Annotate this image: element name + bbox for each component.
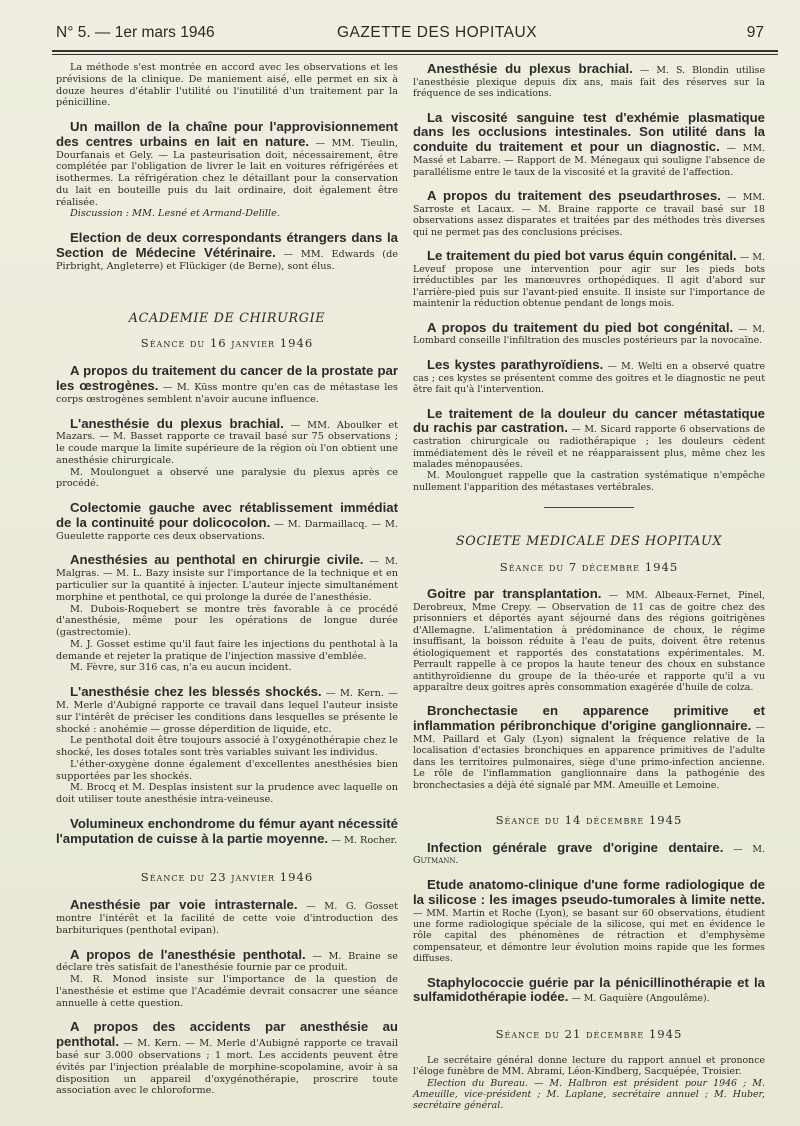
article [413,704,765,791]
article-title: L'anesthésie chez les blessés shockés. [70,684,322,700]
article-body: — MM. Martin et Roche (Lyon), se basant sur 60 observations, étudient une forme radiologique spéciale de la silicose, qui met en évidence le rôle capital des phénomènes de rétraction et d'emphysème compensateur, et démontre leur évolution moins rapide que les formes diffuses. [413,907,765,965]
section-heading: ACADEMIE DE CHIRURGIE [128,310,326,326]
journal-title: GAZETTE DES HOPITAUX [337,24,538,41]
article-title: A propos du traitement des pseudarthroses. [427,187,721,203]
page-number: 97 [746,24,764,41]
article-body: M. Brocq et M. Desplas insistent sur la prudence avec laquelle on doit utiliser toute anesthésie intra-veineuse. [56,782,398,806]
article [413,62,765,100]
article-body: — M. Welti en a observé quatre cas ; ces kystes se présentent comme des goitres et le diagnostic ne peut être fait qu'à l'intervention. [413,360,765,396]
article [413,878,765,965]
article-body: — M. Gutmann. [413,843,765,867]
article [56,364,398,405]
article-title: Bronchectasie en apparence primitive et inflammation péribronchique d'origine ganglionnaire. [413,703,765,734]
article-body: M. J. Gosset estime qu'il faut faire les injections du penthotal à la demande et rejeter la pratique de l'injection massive d'emblée. [56,638,398,662]
article-title: Anesthésie du plexus brachial. [427,61,633,76]
article-title: Staphylococcie guérie par la pénicillinothérapie et la sulfamidothérapie iodée. [413,974,765,1005]
seance-date: Séance du 21 décembre 1945 [495,1027,683,1042]
article-authors: — MM. Tieulin, Dourfanais et Gely. [56,137,398,161]
article-body: Le penthotal doit être toujours associé à l'oxygénothérapie chez le shocké, les doses totales sont très variables suivant les individus. [56,735,398,759]
article-body: — M. Kern. — M. Merle d'Aubigné rapporte ce travail basé sur 3.000 observations ; 1 mort. Les accidents peuvent être évités par l'injection préalable de morphine-scopolamine, avoir à sa disposition un appareil d'oxygénothérapie, proscrire toute association avec le chloroforme. [56,1038,398,1097]
article-body: — MM. Albeaux-Fernet, Pinel, Derobreux, Mme Crepy. — Observation de 11 cas de goitre chez des prisonniers et déportés ayant séjourné dans des régions goitrigènes d'Allemagne. L'alimentation à prédominance de choux, le régime insuffisant, la boisson réduite à l'eau de puits, doivent être retenus étiologiquement et rapportés des constatations expérimentales. M. Perrault rappelle à ce propos la haute teneur des choux en substance antithyroïdienne du groupe de la théo-urée et rapporte qu'il a vu apparaître deux goitres après consommation exagérée d'huile de colza. [413,590,765,694]
article [413,976,765,1006]
article [413,111,765,178]
article-body: — M. Lombard conseille l'infiltration des muscles postérieurs par la novocaïne. [413,323,765,347]
article [413,587,765,693]
article-body: — M. Darmaillacq. — M. Gueulette rapporte ces deux observations. [56,518,398,542]
page-header [52,20,782,50]
header-rule [52,50,778,52]
article [56,685,398,735]
article [413,358,765,396]
article [56,898,398,936]
article-discussion [56,208,398,220]
article [56,120,398,208]
article-title: A propos de l'anesthésie penthotal. [70,946,306,962]
article-title: Goitre par transplantation. [427,586,602,602]
article-body: — M. Leveuf propose une intervention pour agir sur les pieds bots irréductibles par les manœuvres orthopédiques. Il agit d'abord sur l'arrière-pied puis sur l'avant-pied ensuite. Il insiste sur l'importance de maintenir la réduction obtenue pendant de longs mois. [413,252,765,310]
article [413,321,765,347]
article [56,553,398,603]
section-heading: SOCIETE MEDICALE DES HOPITAUX [455,534,723,550]
article-body: — M. Kern. — M. Merle d'Aubigné rapporte ce travail dans lequel l'auteur insiste sur l'intérêt de préciser les conditions dans lesquelles se présente le shocké : anohémie — grosse déperdition de liquide, etc. [56,688,398,735]
article-body: — MM. Edwards (de Pirbright, Angleterre) et Flückiger (de Berne), sont élus. [56,249,398,272]
article [56,948,398,975]
article-body: — MM. Aboulker et Mazars. — M. Basset rapporte ce travail basé sur 75 observations ; le coude marque la limite supérieure de la région où l'on obtient une anesthésie chirurgicale. [56,419,398,466]
article-title: Le traitement de la douleur du cancer métastatique du rachis par castration. [413,405,765,436]
article-body: L'éther-oxygène donne également d'excellentes anesthésies bien supportées par les shockés. [56,758,398,782]
article-body: Le secrétaire général donne lecture du rapport annuel et prononce l'éloge funèbre de MM. Abrami, Léon-Kindberg, Sacquépée, Troisier. [413,1054,765,1078]
article [56,817,398,847]
article-title: A propos du traitement du cancer de la prostate par les œstrogènes. [56,363,398,393]
header-rule-thin [52,54,778,55]
article-body: — M. G. Gosset montre l'intérêt et la facilité de cette voie d'introduction des barbituriques (penthotal evipan). [56,901,398,936]
right-column [413,62,765,1112]
article-body: — M. S. Blondin utilise l'anesthésie plexique depuis dix ans, mais fait des réserves sur la fréquence de ses indications. [413,65,765,100]
article-body: — M. Rocher. [328,834,398,846]
election-text: Election du Bureau. — M. Halbron est président pour 1946 ; M. Ameuille, vice-président ; M. Laplane, secrétaire annuel ; M. Huber, secrétaire général. [413,1077,765,1112]
article [56,501,398,542]
article-body: — M. Küss montre qu'en cas de métastase les corps œstrogènes semblent n'avoir aucune influence. [56,381,398,405]
article-title: Volumineux enchondrome du fémur ayant nécessité l'amputation de cuisse à la partie moyenne. [56,815,398,846]
article [413,189,765,238]
article-title: Un maillon de la chaîne pour l'approvisionnement des centres urbains en lait en nature. [56,119,398,149]
article-body: — La pasteurisation doit, nécessairement, être complétée par l'obligation de livrer le lait en voitures réfrigérées et isothermes. La réfrigération chez le détaillant pour la conservation du lait en bouteille puis du lait ordinaire, doit également être réalisée. [56,149,398,208]
article-body: — M. Sicard rapporte 6 observations de castration chirurgicale ou radiothérapique ; les douleurs cèdent immédiatement dès le réveil et ne réapparaissent plus, même chez les malades ménopausées. [413,424,766,470]
article-title: A propos du traitement du pied bot congénital. [427,319,734,335]
article-body: M. Dubois-Roquebert se montre très favorable à ce procédé d'anesthésie, même pour les opérations de longue durée (gastrectomie). [56,603,398,639]
article-body: — M. Braine se déclare très satisfait de l'anesthésie fournie par ce produit. [56,950,398,974]
article-body: — MM. Paillard et Galy (Lyon) signalent la fréquence relative de la localisation d'ectasies bronchiques en apparence primitives de l'adulte dans les territoires pulmonaires, siège d'une primo-infection ancienne. Le rôle de l'inflammation ganglionnaire dans la pathogénie des bronchectasies a déjà été signalé par MM. Ameuille et Lemoine. [413,722,765,791]
article-title: Colectomie gauche avec rétablissement immédiat de la continuité pour dolicocolon. [56,500,398,530]
issue-info: N° 5. — 1er mars 1946 [56,24,215,41]
section-divider [544,507,634,508]
article-title: Election de deux correspondants étrangers dans la Section de Médecine Vétérinaire. [56,230,398,261]
left-column [56,62,398,1097]
article-body: La méthode s'est montrée en accord avec les observations et les prévisions de la clinique. De maniement aisé, elle permet en six à douze heures d'établir l'utilité ou l'inutilité d'un traitement par la pénicilline. [56,62,398,109]
article [413,841,765,867]
article-title: Etude anatomo-clinique d'une forme radiologique de la silicose : les images pseudo-tumorales à limite nette. [413,876,765,907]
article [413,407,765,471]
seance-date: Séance du 23 janvier 1946 [140,870,314,885]
article-body: — M. Malgras. — M. L. Bazy insiste sur l'importance de la technique et en particulier sur la quantité à injecter. L'auteur injecte simultanément morphine et penthotal, ce qui prolonge la durée de l'anesthésie. [56,556,398,603]
article-body: M. Moulonguet a observé une paralysie du plexus après ce procédé. [56,466,398,490]
article-body: M. Moulonguet rappelle que la castration systématique n'empêche nullement l'apparition des métastases vertébrales. [413,470,765,493]
article [56,231,398,272]
seance-date: Séance du 7 décembre 1945 [499,559,679,574]
article-body: — M. Gaquière (Angoulême). [568,993,710,1005]
article-title: L'anesthésie du plexus brachial. [70,415,284,431]
seance-date: Séance du 16 janvier 1946 [140,336,314,351]
article-title: Anesthésie par voie intrasternale. [70,897,298,913]
article-body [413,1078,765,1112]
article-body: M. R. Monod insiste sur l'importance de la question de l'anesthésie et estime que l'Académie devrait consacrer une séance annuelle à cette question. [56,974,398,1009]
seance-date: Séance du 14 décembre 1945 [495,813,683,828]
article-body: — MM. Sarroste et Lacaux. — M. Braine rapporte ce travail basé sur 18 observations assez disparates et traitées par des méthodes très diverses qui ne permet pas des conclusions précises. [413,191,766,238]
discussion-text: Discussion : MM. Lesné et Armand-Delille. [70,208,280,220]
article-title: A propos des accidents par anesthésie au penthotal. [56,1019,398,1050]
article-title: Le traitement du pied bot varus équin congénital. [427,248,737,264]
article [56,417,398,467]
article-body: M. Fèvre, sur 316 cas, n'a eu aucun incident. [70,662,292,674]
article-title: Infection générale grave d'origine dentaire. [427,839,724,855]
article-title: Anesthésies au penthotal en chirurgie civile. [70,552,364,568]
article [56,1020,398,1097]
article-title: Les kystes parathyroïdiens. [427,356,604,372]
article-title: La viscosité sanguine test d'exhémie plasmatique dans les occlusions intestinales. Son utilité dans la conduite du traitement et pour un diagnostic. [413,109,765,155]
article [413,249,765,310]
article-body: — MM. Massé et Labarre. — Rapport de M. Ménegaux qui souligne l'absence de parallélisme entre le taux de la viscosité et la gravité de l'affection. [413,143,765,178]
